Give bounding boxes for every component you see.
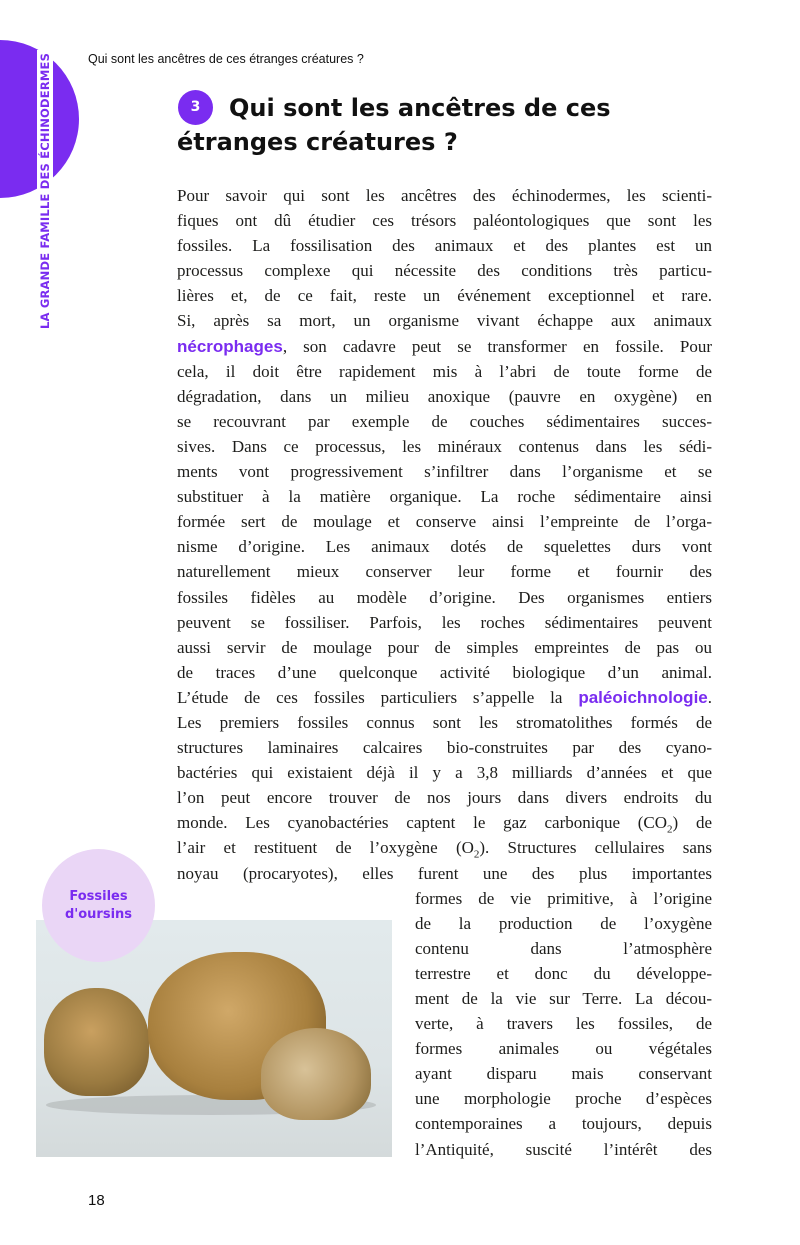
body-line [415,936,712,961]
text-run: ment de la vie sur Terre. La décou- [415,989,712,1008]
body-line [415,1111,712,1136]
text-run: nisme d’origine. Les animaux dotés de squelettes durs vont [177,537,712,557]
text-run: naturellement mieux conserver leur forme et fournir des [177,562,712,582]
body-line [177,459,712,484]
body-line [177,208,712,233]
text-run: de la production de l’oxygène [415,913,712,933]
text-run: substituer à la matière organique. La roche sédimentaire ainsi [177,487,712,507]
body-line [177,861,712,886]
body-line [177,384,712,409]
text-run: cela, il doit être rapidement mis à l’abri de toute forme de [177,361,712,381]
glossary-term[interactable]: paléoichnologie [578,687,708,707]
text-run: ments vont progressivement s’infiltrer dans l’organisme et se [177,462,712,482]
text-run: terrestre et donc du développe- [415,963,712,983]
running-head: Qui sont les ancêtres de ces étranges créatures ? [88,52,364,66]
body-line [177,233,712,258]
text-run: contenu dans l’atmosphère [415,938,712,958]
text-run: noyau (procaryotes), elles furent une des plus importantes [177,863,712,883]
text-run: ayant disparu mais conservant [415,1064,712,1084]
body-line [415,961,712,986]
text-run: Les premiers fossiles connus sont les stromatolithes formés de [177,712,712,732]
subscript: 2 [667,823,673,836]
body-line [415,1137,712,1162]
body-line [415,1061,712,1086]
fossil-small [261,1028,371,1120]
text-run: dégradation, dans un milieu anoxique (pauvre en oxygène) en [177,386,712,406]
page-number: 18 [88,1192,105,1209]
text-run: peuvent se fossiliser. Parfois, les roches sédimentaires peuvent [177,612,712,632]
body-line [177,258,712,283]
body-line [177,835,712,860]
body-line [177,559,712,584]
body-line [415,1011,712,1036]
body-line [177,334,712,359]
fossil-left [44,988,149,1096]
body-line [415,1086,712,1111]
section-number-badge: 3 [178,90,213,125]
body-line [177,785,712,810]
body-line [177,308,712,333]
text-run: ) de [672,813,712,833]
text-run: , son cadavre peut se transformer en fossile. Pour [282,336,712,356]
text-run: fiques ont dû étudier ces trésors paléontologiques que sont les [177,211,712,231]
body-line [177,760,712,785]
body-line [415,886,712,911]
text-run: ). Structures cellulaires sans [479,838,713,858]
text-run: . [707,687,712,707]
body-line [177,810,712,835]
body-line [177,610,712,635]
body-line [177,183,712,208]
text-run: contemporaines a toujours, depuis [415,1114,712,1134]
body-line [177,359,712,384]
subscript: 2 [473,848,480,861]
body-line [415,986,712,1011]
body-line [177,434,712,459]
text-run: fossiles. La fossilisation des animaux et des plantes est un [177,236,712,256]
body-line [177,534,712,559]
section-title: Qui sont les ancêtres de ces étranges créatures ? [177,94,611,156]
text-run: Si, après sa mort, un organisme vivant échappe aux animaux [177,311,712,331]
text-run: formée sert de moulage et conserve ainsi l’empreinte de l’orga- [177,512,712,532]
body-line [177,509,712,534]
body-line [177,635,712,660]
text-run: l’air et restituent de l’oxygène (O [177,838,474,858]
text-run: sives. Dans ce processus, les minéraux contenus dans les sédi- [177,436,712,456]
body-line [415,911,712,936]
body-line [177,283,712,308]
body-line [177,585,712,610]
text-run: l’on peut encore trouver de nos jours dans divers endroits du [177,788,712,808]
text-run: se recouvrant par exemple de couches sédimentaires succes- [177,411,712,431]
text-run: verte, à travers les fossiles, de [415,1014,712,1034]
text-run: une morphologie proche d’espèces [415,1089,712,1109]
body-line [177,710,712,735]
body-line [177,685,712,710]
text-run: formes de vie primitive, à l’origine [415,888,712,908]
text-run: L’étude de ces fossiles particuliers s’appelle la [177,687,579,707]
chapter-side-label: LA GRANDE FAMILLE DES ÉCHINODERMES [37,50,53,332]
text-run: lières et, de ce fait, reste un événement exceptionnel et rare. [177,286,712,306]
text-run: fossiles fidèles au modèle d’origine. Des organismes entiers [177,587,712,607]
text-run: de traces d’une quelconque activité biologique d’un animal. [177,662,712,682]
body-line [177,660,712,685]
body-line [415,1036,712,1061]
text-run: aussi servir de moulage pour de simples empreintes de pas ou [177,637,712,657]
text-run: processus complexe qui nécessite des conditions très particu- [177,261,712,281]
glossary-term[interactable]: nécrophages [177,336,283,356]
text-run: structures laminaires calcaires bio-construites par des cyano- [177,738,712,758]
text-run: l’Antiquité, suscité l’intérêt des [415,1139,712,1159]
text-run: Pour savoir qui sont les ancêtres des échinodermes, les scienti- [177,186,712,205]
text-run: monde. Les cyanobactéries captent le gaz carbonique (CO [177,813,668,833]
body-line [177,735,712,760]
figure-caption-text: Fossiles d'oursins [64,888,133,922]
text-run: formes animales ou végétales [415,1039,712,1059]
body-line [177,484,712,509]
body-line [177,409,712,434]
text-run: bactéries qui existaient déjà il y a 3,8 milliards d’années et que [177,763,712,783]
figure-caption [42,849,155,962]
